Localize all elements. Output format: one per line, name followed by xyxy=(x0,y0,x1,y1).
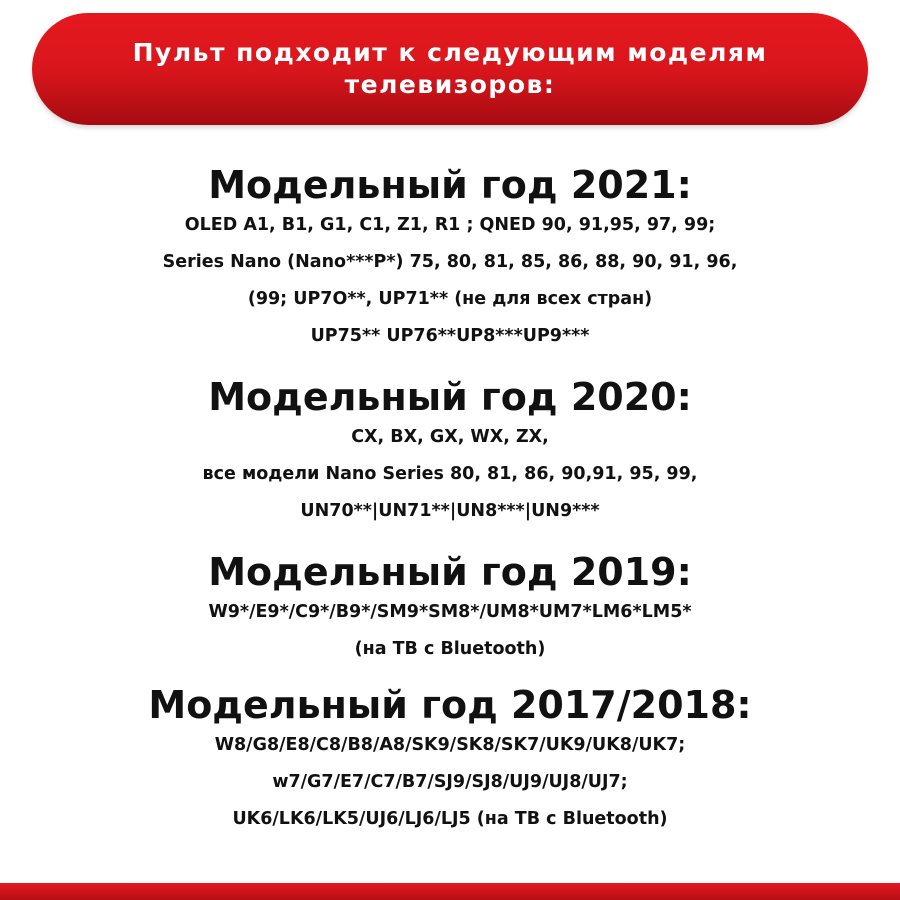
model-line: (99; UP7O**, UP71** (не для всех стран) xyxy=(247,289,653,309)
model-line: w7/G7/E7/C7/B7/SJ9/SJ8/UJ9/UJ8/UJ7; xyxy=(272,772,628,792)
model-line: (на ТВ с Bluetooth) xyxy=(354,639,546,659)
banner-text xyxy=(92,37,808,101)
model-line: все модели Nano Series 80, 81, 86, 90,91, 95, 99, xyxy=(202,464,698,484)
model-line: UK6/LK6/LK5/UJ6/LJ6/LJ5 (на ТВ с Bluetooth) xyxy=(232,809,668,829)
footer-bar xyxy=(0,883,900,900)
banner-text-line-2: телевизоров: xyxy=(344,70,556,99)
model-line: UN70**|UN71**|UN8***|UN9*** xyxy=(300,501,600,521)
model-line: W8/G8/E8/C8/B8/A8/SK9/SK8/SK7/UK9/UK8/UK7; xyxy=(214,735,686,755)
year-title-2019: Модельный год 2019: xyxy=(208,550,692,594)
model-line: OLED A1, B1, G1, C1, Z1, R1 ; QNED 90, 91,95, 97, 99; xyxy=(184,215,716,235)
banner-text-line-1: Пульт подходит к следующим моделям xyxy=(132,38,768,67)
section-2017-2018 xyxy=(0,683,900,838)
year-title-2017-2018: Модельный год 2017/2018: xyxy=(148,683,752,727)
year-title-2021: Модельный год 2021: xyxy=(208,163,692,207)
model-line: UP75** UP76**UP8***UP9*** xyxy=(310,326,590,346)
model-line: CX, BX, GX, WX, ZX, xyxy=(351,427,549,447)
header-banner xyxy=(32,13,868,125)
year-title-2020: Модельный год 2020: xyxy=(208,375,692,419)
section-2020 xyxy=(0,375,900,530)
section-2019 xyxy=(0,550,900,668)
model-line: Series Nano (Nano***P*) 75, 80, 81, 85, 86, 88, 90, 91, 96, xyxy=(162,252,738,272)
section-2021 xyxy=(0,163,900,355)
model-line: W9*/E9*/C9*/B9*/SM9*SM8*/UM8*UM7*LM6*LM5* xyxy=(208,602,692,622)
